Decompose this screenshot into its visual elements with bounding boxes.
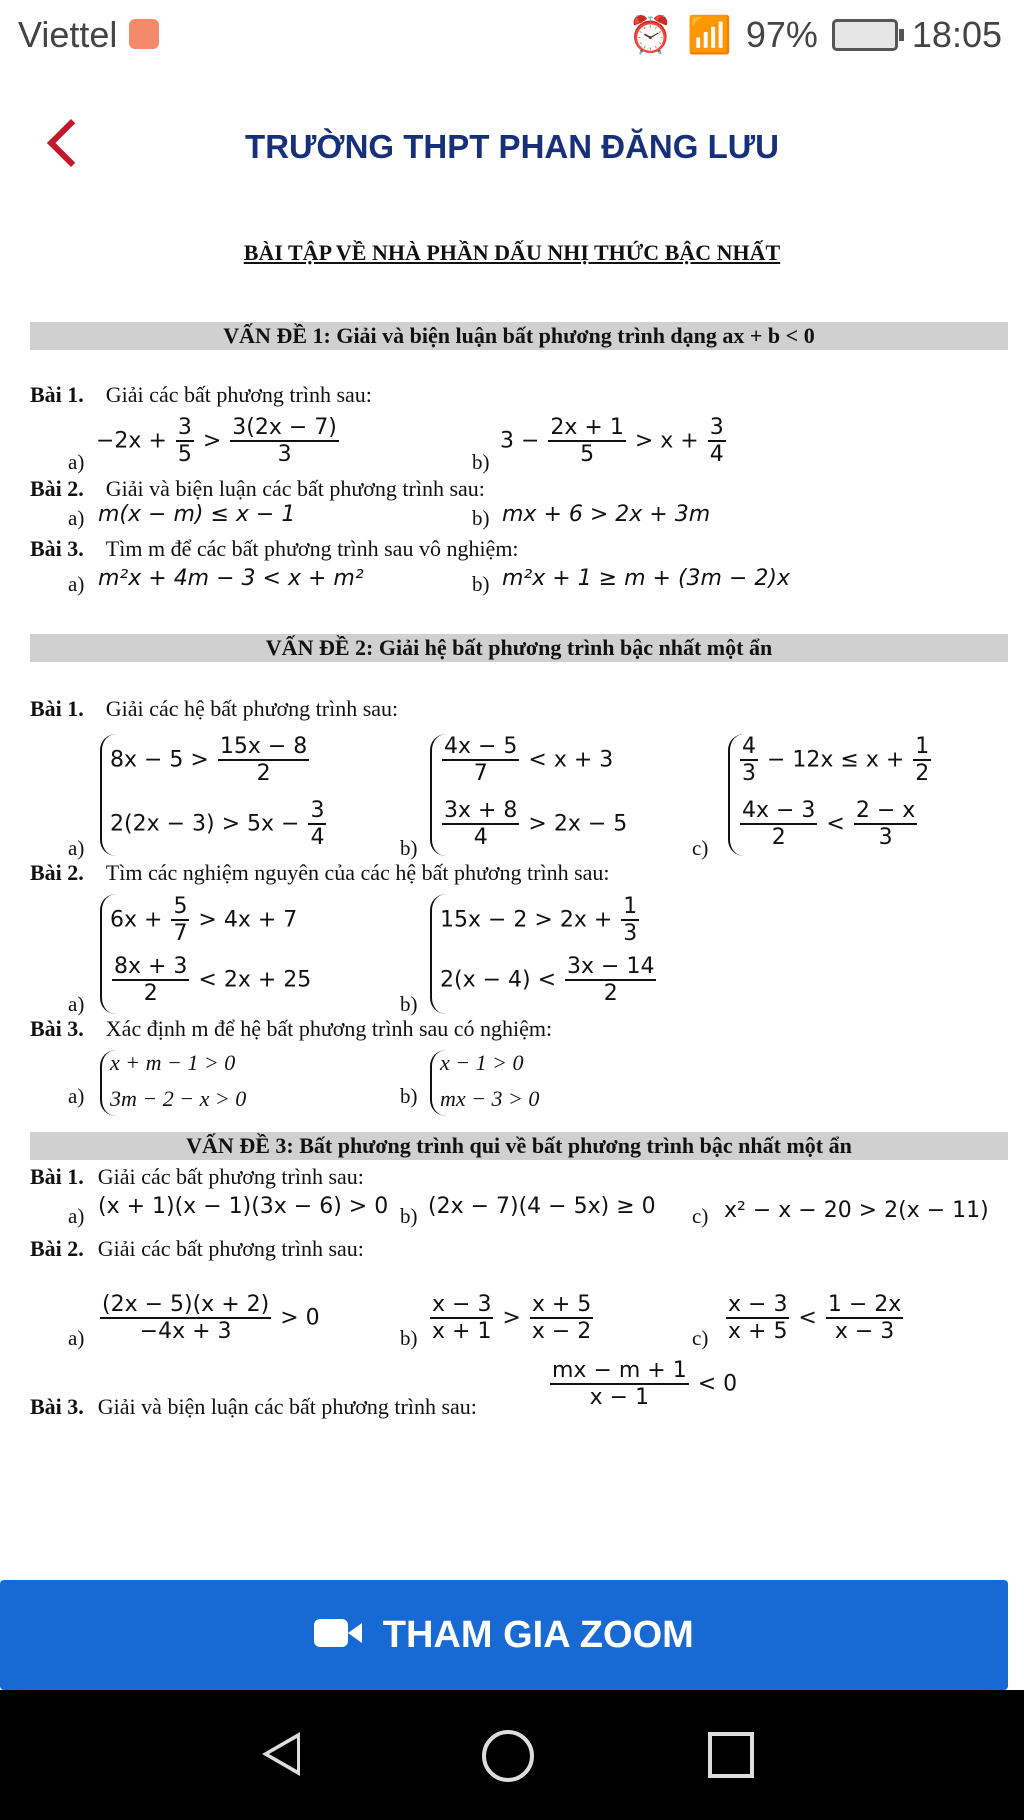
page-title: TRƯỜNG THPT PHAN ĐĂNG LƯU: [245, 128, 779, 165]
clock: 18:05: [911, 14, 1002, 55]
label-b: b): [400, 1084, 418, 1108]
battery-icon: [832, 19, 898, 51]
equation: $\frac{x - 3}{x + 5}$ < $\frac{1 - 2x}{x - 3}$: [728, 1292, 902, 1345]
app-header: [0, 90, 1024, 200]
system-c: $\frac{4}{3}$ − 12x ≤ x + $\frac{1}{2}$ $\frac{4x - 3}{2}$ < $\frac{2 - x}{3}$: [728, 734, 938, 856]
s3-bai3: Bài 3. Giải và biện luận các bất phương trình sau:: [30, 1394, 477, 1419]
s2-bai2: Bài 2. Tìm các nghiệm nguyên của các hệ bất phương trình sau:: [30, 860, 610, 885]
label-a: a): [68, 1204, 85, 1228]
equation: m(x − m) ≤ x − 1: [98, 502, 296, 527]
label-c: c): [692, 1326, 709, 1350]
recent-apps-square-icon[interactable]: [708, 1732, 754, 1778]
system-a: 6x + $\frac{5}{7}$ > 4x + 7 $\frac{8x + 3}{2}$ < 2x + 25: [100, 894, 330, 1014]
label-a: a): [68, 572, 85, 596]
join-zoom-label: THAM GIA ZOOM: [382, 1614, 694, 1656]
s2-bai3: Bài 3. Xác định m để hệ bất phương trình sau có nghiệm:: [30, 1016, 553, 1041]
s1-bai3: Bài 3. Tìm m để các bất phương trình sau vô nghiệm:: [30, 536, 519, 561]
home-circle-icon[interactable]: [482, 1730, 534, 1782]
s1-bai2: Bài 2. Giải và biện luận các bất phương trình sau:: [30, 476, 485, 501]
label-c: c): [692, 836, 709, 860]
equation: $\frac{(2x - 5)(x + 2)}{-4x + 3}$ > 0: [102, 1292, 320, 1345]
back-triangle-icon[interactable]: [262, 1732, 300, 1776]
equation: (2x − 7)(4 − 5x) ≥ 0: [428, 1194, 656, 1219]
equation: x² − x − 20 > 2(x − 11): [724, 1198, 989, 1223]
equation: mx + 6 > 2x + 3m: [502, 502, 711, 527]
wifi-icon: 📶: [687, 14, 732, 55]
status-bar: [0, 0, 1024, 70]
equation: −2x + $\frac{3}{5}$ > $\frac{3(2x - 7)}{3}$: [96, 415, 337, 468]
label-c: c): [692, 1204, 709, 1228]
equation: m²x + 4m − 3 < x + m²: [98, 566, 364, 591]
label-b: b): [472, 572, 490, 596]
equation: (x + 1)(x − 1)(3x − 6) > 0: [98, 1194, 389, 1219]
battery-level: 97%: [745, 14, 818, 55]
s3-bai2: Bài 2. Giải các bất phương trình sau:: [30, 1236, 364, 1261]
video-camera-icon: [314, 1619, 348, 1647]
equation: $\frac{mx - m + 1}{x - 1}$ < 0: [552, 1358, 738, 1411]
carrier-name: Viettel: [18, 14, 118, 55]
label-b: b): [472, 450, 490, 474]
label-a: a): [68, 1326, 85, 1350]
label-a: a): [68, 992, 85, 1016]
section-1-title: VẤN ĐỀ 1: Giải và biện luận bất phương trình dạng ax + b < 0: [30, 322, 1008, 350]
carrier: [18, 14, 159, 56]
system-b: 15x − 2 > 2x + $\frac{1}{3}$ 2(x − 4) < $\frac{3x - 14}{2}$: [430, 894, 660, 1014]
equation: m²x + 1 ≥ m + (3m − 2)x: [502, 566, 790, 591]
system-b: x − 1 > 0 mx − 3 > 0: [430, 1050, 600, 1116]
status-right: [628, 14, 1002, 56]
section-3-title: VẤN ĐỀ 3: Bất phương trình qui về bất phương trình bậc nhất một ẩn: [30, 1132, 1008, 1160]
s2-bai1: Bài 1. Giải các hệ bất phương trình sau:: [30, 696, 399, 721]
alarm-icon: ⏰: [628, 14, 674, 55]
section-2-title: VẤN ĐỀ 2: Giải hệ bất phương trình bậc nhất một ẩn: [30, 634, 1008, 662]
label-b: b): [400, 1326, 418, 1350]
system-a: 8x − 5 > $\frac{15x - 8}{2}$ 2(2x − 3) > 5x − $\frac{3}{4}$: [100, 734, 330, 856]
label-b: b): [472, 506, 490, 530]
label-a: a): [68, 1084, 85, 1108]
label-b: b): [400, 1204, 418, 1228]
label-b: b): [400, 836, 418, 860]
document-title: BÀI TẬP VỀ NHÀ PHẦN DẤU NHỊ THỨC BẬC NHẤT: [243, 240, 781, 265]
system-a: x + m − 1 > 0 3m − 2 − x > 0: [100, 1050, 290, 1116]
label-a: a): [68, 506, 85, 530]
equation: 3 − $\frac{2x + 1}{5}$ > x + $\frac{3}{4}$: [500, 415, 724, 468]
join-zoom-button[interactable]: [0, 1580, 1008, 1690]
system-b: $\frac{4x - 5}{7}$ < x + 3 $\frac{3x + 8}{4}$ > 2x − 5: [430, 734, 640, 856]
s1-bai1: Bài 1. Giải các bất phương trình sau:: [30, 382, 372, 407]
label-b: b): [400, 992, 418, 1016]
carrier-badge-icon: [129, 19, 159, 49]
s3-bai1: Bài 1. Giải các bất phương trình sau:: [30, 1164, 364, 1189]
equation: $\frac{x - 3}{x + 1}$ > $\frac{x + 5}{x - 2}$: [432, 1292, 592, 1345]
label-a: a): [68, 836, 85, 860]
label-a: a): [68, 450, 85, 474]
navigation-bar: [0, 1690, 1024, 1820]
